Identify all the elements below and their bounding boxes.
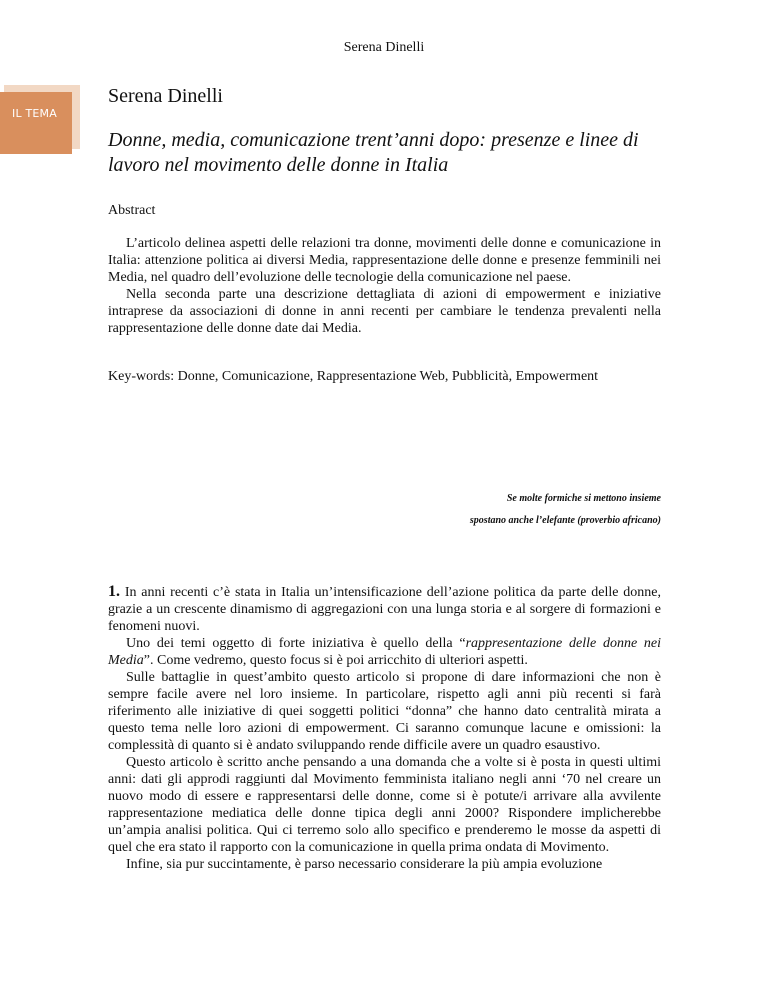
body-paragraph <box>108 583 661 635</box>
epigraph-line-1: Se molte formiche si mettono insieme <box>506 493 661 504</box>
author-name: Serena Dinelli <box>108 85 223 107</box>
abstract-paragraph: L’articolo delinea aspetti delle relazioni tra donne, movimenti delle donne e comunicazione in Italia: attenzione politica ai diversi Media, rappresentazione delle donne e presenze femminili nei Media, nel quadro dell’evoluzione delle tecnologie della comunicazione nel paese. <box>108 236 661 285</box>
body-text: In anni recenti c’è stata in Italia un’intensificazione dell’azione politica da parte delle donne, grazie a un crescente dinamismo di aggregazioni con una lunga storia e al sorgere di formazioni e fenomeni nuovi. <box>108 585 662 634</box>
body-paragraph: Infine, sia pur succintamente, è parso necessario considerare la più ampia evoluzione <box>126 857 603 872</box>
body-paragraph: Sulle battaglie in quest’ambito questo articolo si propone di dare informazioni che non è sempre facile avere nel loro insieme. In particolare, rispetto agli anni più recenti si farà riferimento alle iniziative di quei soggetti politici “donna” che hanno dato centralità mirata a questo tema nelle loro azioni di empowerment. Ci saranno comunque lacune e omissioni: la complessità di quanto si è andato sviluppando rende difficile avere un quadro esaustivo. <box>108 670 661 753</box>
abstract-paragraph: Nella seconda parte una descrizione dettagliata di azioni di empowerment e iniziative intraprese da associazioni di donne in anni recenti per cambiare le tendenza prevalenti nella rappresentazione delle donne date dai Media. <box>108 287 661 336</box>
body-paragraph: Questo articolo è scritto anche pensando a una domanda che a volte si è posta in questi ultimi anni: dati gli approdi raggiunti dal Movimento femminista italiano negli anni ‘70 nel creare un nuovo modo di essere e rappresentarsi delle donne, come si è potute/i arrivare alla avvilente rappresentazione mediatica delle donne tipica degli anni 2000? Rispondere implicherebbe un’ampia analisi politica. Qui ci terremo solo allo specifico e prenderemo le mosse da aspetti di quel che era stato il rapporto con la comunicazione in quella prima ondata di Movimento. <box>108 755 661 855</box>
abstract-text <box>108 235 661 337</box>
section-number: 1. <box>108 583 120 600</box>
section-tab-label: IL TEMA <box>12 107 57 120</box>
body-text-italic: rappresentazione delle donne nei Media <box>108 636 662 668</box>
epigraph-line-2: spostano anche l’elefante (proverbio africano) <box>469 515 661 526</box>
body-text: Uno dei temi oggetto di forte iniziativa è quello della “ <box>126 636 466 651</box>
abstract-heading: Abstract <box>108 203 156 218</box>
body-paragraph <box>108 635 661 669</box>
keywords: Key-words: Donne, Comunicazione, Rappresentazione Web, Pubblicità, Empowerment <box>108 369 599 384</box>
body-text: ”. Come vedremo, questo focus si è poi arricchito di ulteriori aspetti. <box>143 653 528 668</box>
article-title: Donne, media, comunicazione trent’anni dopo: presenze e linee di lavoro nel movimento delle donne in Italia <box>108 129 639 176</box>
section-tab <box>0 92 72 154</box>
article-body <box>108 583 661 873</box>
running-head: Serena Dinelli <box>343 40 425 55</box>
